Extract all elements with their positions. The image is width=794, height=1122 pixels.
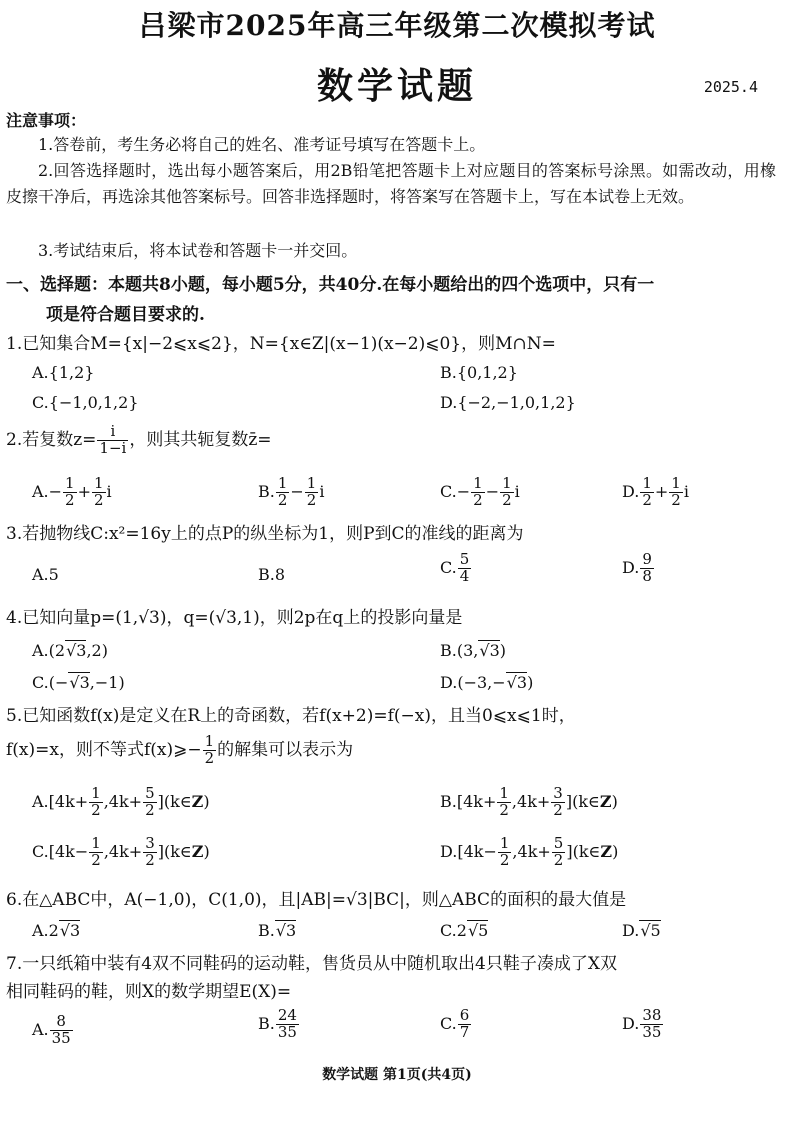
- section-heading-line-2: 项是符合题目要求的.: [46, 305, 205, 325]
- question-4-option-c: C.(−√ 3,−1): [32, 672, 125, 694]
- question-2-fraction: [97, 424, 128, 457]
- question-7-option-b: B. $\frac{24}{35}$: [258, 1006, 297, 1041]
- question-5-stem-line-1: 5.已知函数f(x)是定义在R上的奇函数，若f(x+2)=f(−x)，且当0⩽x⩽1时，: [6, 706, 576, 726]
- question-2-stem: [6, 424, 776, 457]
- question-7-option-d: D. $\frac{38}{35}$: [622, 1006, 662, 1041]
- question-1-option-a: A.{1,2}: [32, 363, 95, 382]
- question-2-stem-prefix: 2.若复数z=: [6, 429, 97, 450]
- notice-item-3: 3.考试结束后，将本试卷和答题卡一并交回。: [38, 241, 358, 260]
- question-1-stem: 1.已知集合M={x|−2⩽x⩽2}，N={x∈Z|(x−1)(x−2)⩽0}，则M∩N=: [6, 334, 556, 354]
- question-4-option-a: A.(2√ 3,2): [32, 640, 108, 662]
- question-2-fraction-denominator: 1−i: [99, 438, 127, 457]
- question-5-option-b: B.[4k+ $\frac{1}{2}$ ,4k+ $\frac{3}{2}$ ](k∈Z): [440, 784, 618, 819]
- question-6-option-c: C.2√ 5: [440, 920, 488, 942]
- question-4-option-d: D.(−3,−√ 3): [440, 672, 533, 694]
- question-3-option-b: B.8: [258, 565, 286, 584]
- question-6-stem: 6.在△ABC中，A(−1,0)，C(1,0)，且|AB|=√3|BC|，则△ABC的面积的最大值是: [6, 890, 627, 910]
- question-5-option-a: A.[4k+ $\frac{1}{2}$ ,4k+ $\frac{5}{2}$ ](k∈Z): [32, 784, 210, 819]
- page-footer: 数学试题 第1页(共4页): [322, 1067, 472, 1083]
- question-3-option-a: A.5: [32, 565, 59, 584]
- exam-title: 吕梁市2025年高三年级第二次模拟考试: [138, 9, 656, 42]
- question-4-stem: 4.已知向量p=(1,√3)，q=(√3,1)，则2p在q上的投影向量是: [6, 608, 463, 628]
- question-5-option-c: C.[4k− $\frac{1}{2}$ ,4k+ $\frac{3}{2}$ ](k∈Z): [32, 834, 210, 869]
- notice-item-2: 2.回答选择题时，选出每小题答案后，用2B铅笔把答题卡上对应题目的答案标号涂黑。如需改动，用橡皮擦干净后，再选涂其他答案标号。回答非选择题时，将答案写在答题卡上，写在本试卷上无效。: [6, 161, 776, 206]
- question-5-stem-line-2-prefix: f(x)=x，则不等式f(x)⩾−: [6, 739, 202, 760]
- question-5-stem-line-2: f(x)=x，则不等式f(x)⩾− $\frac{1}{2}$ 的解集可以表示为: [6, 732, 354, 767]
- question-5-stem-line-2-suffix: 的解集可以表示为: [217, 739, 354, 760]
- notice-item-1: 1.答卷前，考生务必将自己的姓名、准考证号填写在答题卡上。: [38, 135, 486, 154]
- question-1-option-d: D.{−2,−1,0,1,2}: [440, 393, 576, 412]
- question-4-option-b: B.(3,√ 3): [440, 640, 506, 662]
- exam-date: 2025.4: [703, 78, 758, 96]
- question-1-option-b: B.{0,1,2}: [440, 363, 518, 382]
- notice-heading: 注意事项：: [6, 111, 87, 130]
- section-heading-line-1: 一、选择题：本题共8小题，每小题5分，共40分.在每小题给出的四个选项中，只有一: [6, 275, 655, 295]
- section-heading: [6, 270, 766, 330]
- question-2-option-a: A.− $\frac{1}{2}$ + $\frac{1}{2}$ i: [32, 474, 112, 509]
- question-6-option-d: D.√ 5: [622, 920, 661, 942]
- exam-subject-title: 数学试题: [316, 65, 477, 107]
- question-5-option-d: D.[4k− $\frac{1}{2}$ ,4k+ $\frac{5}{2}$ ](k∈Z): [440, 834, 619, 869]
- question-6-option-b: B.√ 3: [258, 920, 296, 942]
- question-3-stem: 3.若抛物线C:x²=16y上的点P的纵坐标为1，则P到C的准线的距离为: [6, 524, 524, 544]
- question-1-option-c: C.{−1,0,1,2}: [32, 393, 139, 412]
- question-7-option-c: C. $\frac{6}{7}$: [440, 1006, 470, 1041]
- question-2-fraction-numerator: i: [97, 424, 128, 441]
- question-6-option-a: A.2√ 3: [32, 920, 80, 942]
- question-7-stem-line-1: 7.一只纸箱中装有4双不同鞋码的运动鞋，售货员从中随机取出4只鞋子凑成了X双: [6, 954, 617, 974]
- question-3-option-d: D. $\frac{9}{8}$: [622, 550, 652, 585]
- question-7-stem-line-2: 相同鞋码的鞋，则X的数学期望E(X)=: [6, 982, 292, 1002]
- question-2-option-c: C.− $\frac{1}{2}$ − $\frac{1}{2}$ i: [440, 474, 520, 509]
- question-2-stem-suffix: ，则其共轭复数z̄=: [129, 429, 272, 450]
- question-7-option-a: A. $\frac{8}{35}$: [32, 1012, 71, 1047]
- question-2-option-d: D. $\frac{1}{2}$ + $\frac{1}{2}$ i: [622, 474, 689, 509]
- question-3-option-c: C. $\frac{5}{4}$: [440, 550, 470, 585]
- question-2-option-b: B. $\frac{1}{2}$ − $\frac{1}{2}$ i: [258, 474, 325, 509]
